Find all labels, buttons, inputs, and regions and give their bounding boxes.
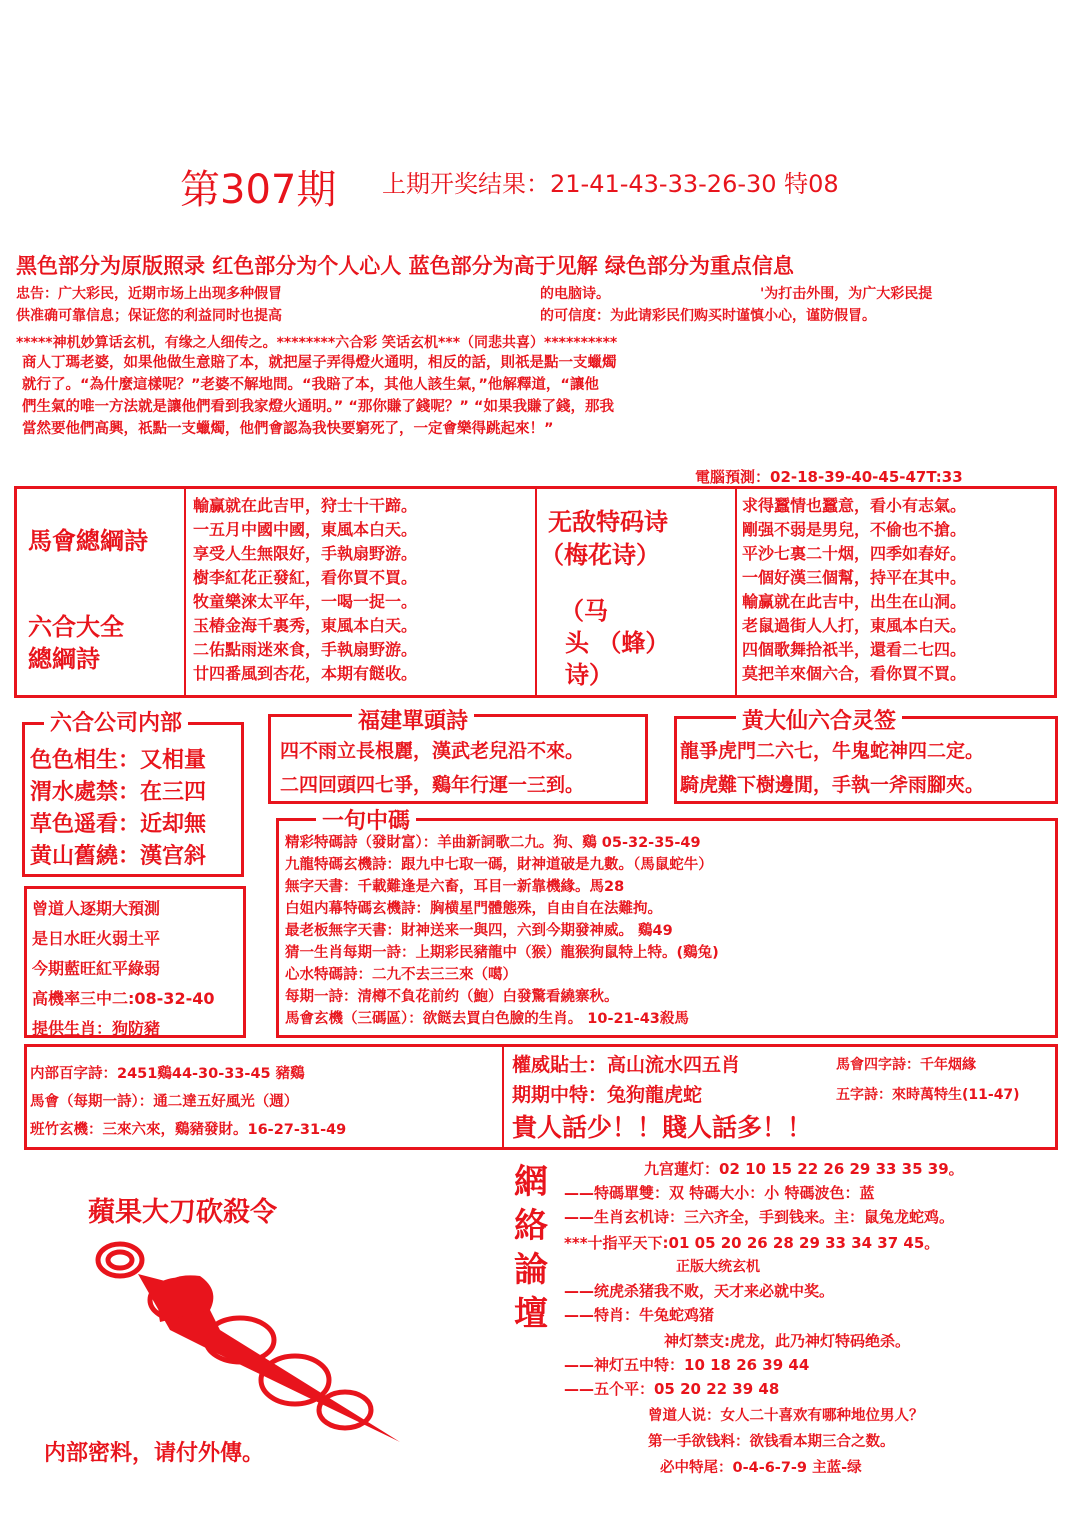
poem-line: 牧童樂淶太平年，一喝一捉一。	[193, 592, 418, 611]
notice-right-1: 的电脑诗。	[540, 286, 610, 302]
poem-line: 二佑點雨迷來食，手執扇野游。	[193, 640, 418, 659]
five-char-poem: 五字詩：來時萬特生(11-47)	[836, 1087, 1020, 1103]
mid-title-4: 头 （蜂）	[565, 629, 670, 657]
company-line: 黄山舊繞：漢宫斜	[30, 844, 207, 869]
poem-line: 享受人生無限好，手執扇野游。	[193, 544, 418, 563]
fujian-line: 四不雨立長根麗，漢武老兒沿不來。	[280, 740, 585, 762]
forum-vertical-title	[512, 1160, 550, 1336]
slogan: 貴人話少！！賤人話多！！	[512, 1113, 813, 1142]
bottom-line: 内部百字詩：2451鷄44-30-33-45 豬鷄	[30, 1066, 305, 1082]
zengdao-title: 曾道人逐期大預測	[32, 899, 161, 918]
main-title-1: 馬會總綱詩	[28, 527, 148, 555]
forum-line: ——生肖玄机诗：三六齐全，手到钱来。主：鼠兔龙蛇鸡。	[564, 1208, 955, 1226]
forum-line: ——特碼單雙：双 特碼大小：小 特碼波色：蓝	[564, 1184, 875, 1202]
yiju-line: 白姐内幕特碼玄機詩：胸横星門體態殊，自由自在法難拘。	[285, 901, 662, 917]
poem-line: 一五月中國中國，東風本白天。	[193, 520, 418, 539]
zengdao-line: 高機率三中二:08-32-40	[32, 989, 215, 1008]
fujian-line: 二四回頭四七爭，鷄年行運一三到。	[280, 774, 585, 796]
yiju-line: 心水特碼詩：二九不去三三來（噶）	[285, 967, 517, 983]
story-heading: *****神机妙算话玄机，有缘之人细传之。********六合彩 笑话玄机***（同悲共喜）**********	[16, 335, 618, 351]
forum-line: 第一手欲钱料：欲钱看本期三合之数。	[648, 1434, 895, 1450]
poem-line: 四個歌舞拾祇半，還看二七四。	[742, 640, 967, 659]
story-line: 就行了。“為什麼這樣呢？”老婆不解地問。“我賠了本，其他人該生氣，”他解釋道，“讓他	[22, 377, 599, 393]
fujian-title: 福建單頭詩	[352, 704, 474, 735]
forum-line: ——统虎杀猪我不败，天才来必就中奖。	[564, 1282, 835, 1300]
divider	[502, 1044, 504, 1150]
yiju-line: 無字天書：千載難逢是六畜，耳目一新靠機緣。馬28	[285, 879, 625, 895]
forum-line: 必中特尾：0-4-6-7-9 主蓝-绿	[660, 1460, 862, 1476]
poem-right	[742, 494, 966, 686]
company-lines	[30, 745, 206, 873]
knife-footer: 内部密料，请付外傳。	[44, 1441, 265, 1466]
story-line: 們生氣的唯一方法就是讓他們看到我家燈火通明。” “那你賺了錢呢？” “如果我賺了錢，那我	[22, 399, 614, 415]
forum-char: 論	[514, 1250, 548, 1290]
story-line: 商人丁瑪老婆，如果他做生意賠了本，就把屋子弄得燈火通明，相反的話，則祇是點一支蠟燭	[22, 355, 617, 371]
bottom-line: 馬會（每期一詩）：通二達五好風光（週）	[30, 1094, 299, 1110]
divider	[535, 486, 537, 698]
poem-line: 平沙七裏二十烟，四季如春好。	[742, 544, 967, 563]
poem-line: 輸赢就在此吉中，出生在山洞。	[742, 592, 967, 611]
bottom-line: 班竹玄機：三來六來，鷄豬發財。16-27-31-49	[30, 1122, 347, 1138]
forum-line: ***十指平天下:01 05 20 26 28 29 33 34 37 45。	[564, 1234, 940, 1252]
fujian-lines	[280, 734, 584, 802]
yiju-line: 每期一詩：清樽不負花前约（鮑）白發驚看繞寨秋。	[285, 989, 619, 1005]
notice-right-2: 的可信度：为此请彩民们购买时谨慎小心，谨防假冒。	[540, 308, 876, 324]
yiju-line: 最老板無字天書：財神送来一與四，六到今期發神威。 鷄49	[285, 923, 673, 939]
forum-line: 正版大统玄机	[676, 1259, 760, 1275]
poem-left	[193, 494, 417, 686]
poem-line: 玉椿金海千裏秀，東風本白天。	[193, 616, 418, 635]
authority-tip: 權威貼士：高山流水四五肖	[512, 1054, 741, 1076]
forum-char: 壇	[514, 1294, 548, 1334]
huang-line: 騎虎難下樹邊閒，手執一斧雨腳夾。	[680, 774, 985, 796]
yiju-title: 一句中碼	[316, 804, 416, 835]
divider	[184, 486, 186, 698]
yiju-line: 猜一生肖每期一詩：上期彩民豬龍中（猴）龍猴狗鼠特上特。(鷄兔)	[285, 945, 719, 961]
poem-line: 樹李紅花正發紅，看你買不買。	[193, 568, 418, 587]
bottom-left-lines	[30, 1060, 346, 1144]
poem-line: 廿四番風到杏花，本期有餸收。	[193, 664, 418, 683]
issue-number: 第307期	[180, 167, 337, 213]
huang-lines	[680, 734, 984, 802]
computer-prediction: 電腦預測：02-18-39-40-45-47T:33	[695, 468, 963, 486]
period-special: 期期中特：兔狗龍虎蛇	[512, 1084, 703, 1106]
zengdao-line: 提供生肖：狗防豬	[32, 1019, 161, 1038]
poem-line: 輸赢就在此吉甲，狩士十干蹄。	[193, 496, 418, 515]
huang-title: 黄大仙六合灵签	[736, 704, 902, 735]
color-legend: 黑色部分为原版照录 红色部分为个人心人 蓝色部分为高于见解 绿色部分为重点信息	[16, 254, 794, 278]
four-char-poem: 馬會四字詩：千年烟緣	[836, 1057, 976, 1073]
yiju-line: 九龍特碼玄機詩：跟九中七取一碼，財神道破是九數。（馬鼠蛇牛）	[285, 857, 713, 873]
yiju-line: 精彩特碼詩（發財富）：羊曲新詞歌二九。狗、鷄 05-32-35-49	[285, 835, 701, 851]
forum-line: 曾道人说：女人二十喜欢有哪种地位男人？	[648, 1408, 924, 1424]
forum-line: ——神灯五中特：10 18 26 39 44	[564, 1356, 810, 1374]
mid-title-1: 无敌特码诗	[548, 508, 668, 536]
poem-line: 老鼠過街人人打，東風本白天。	[742, 616, 967, 635]
forum-char: 絡	[514, 1206, 548, 1246]
mid-title-2: （梅花诗）	[540, 541, 660, 569]
last-result: 上期开奖结果：21-41-43-33-26-30 特08	[382, 170, 839, 198]
poem-line: 莫把羊來個六合，看你買不買。	[742, 664, 967, 683]
forum-line: ——特肖：牛兔蛇鸡猪	[564, 1306, 715, 1324]
main-title-2b: 總綱詩	[28, 645, 100, 673]
story-text	[22, 352, 1062, 440]
zengdao-line: 今期藍旺紅平綠弱	[32, 959, 161, 978]
company-title: 六合公司内部	[44, 706, 188, 737]
company-line: 色色相生：又相量	[30, 748, 207, 773]
knife-title: 蘋果大刀砍殺令	[88, 1197, 277, 1228]
story-line: 當然要他們高興，祇點一支蠟燭，他們會認為我快要窮死了，一定會樂得跳起來！”	[22, 421, 554, 437]
huang-line: 龍爭虎門二六七，牛鬼蛇神四二定。	[680, 740, 985, 762]
knife-graphic	[90, 1230, 420, 1460]
forum-line: 九宫蓮灯：02 10 15 22 26 29 33 35 39。	[644, 1160, 964, 1178]
zengdao-lines	[32, 894, 214, 1044]
company-line: 草色遥看：近却無	[30, 812, 207, 837]
divider	[735, 486, 737, 698]
notice-right-1b: '为打击外围，为广大彩民提	[760, 286, 933, 302]
yiju-line: 馬會玄機（三碼區）：欲餸去買白色臉的生肖。 10-21-43殺馬	[285, 1011, 689, 1027]
poem-line: 一個好漢三個幫，持平在其中。	[742, 568, 967, 587]
notice-left-2: 供准确可靠信息；保证您的利益同时也提高	[16, 308, 282, 324]
mid-title-3: （马	[560, 597, 608, 625]
mid-title-5: 诗）	[565, 661, 613, 689]
zengdao-line: 是日水旺火弱土平	[32, 929, 161, 948]
poem-line: 求得蠶情也蠶意，看小有志氣。	[742, 496, 967, 515]
forum-line: ——五个平：05 20 22 39 48	[564, 1380, 780, 1398]
poem-line: 剛强不弱是男兒，不偷也不搶。	[742, 520, 967, 539]
notice-left-1: 忠告：广大彩民，近期市场上出现多种假冒	[16, 286, 282, 302]
forum-line: 神灯禁支:虎龙，此乃神灯特码绝杀。	[664, 1332, 911, 1350]
yiju-lines	[285, 832, 719, 1030]
main-title-2a: 六合大全	[28, 613, 124, 641]
company-line: 渭水處禁：在三四	[30, 780, 207, 805]
forum-char: 網	[514, 1162, 548, 1202]
